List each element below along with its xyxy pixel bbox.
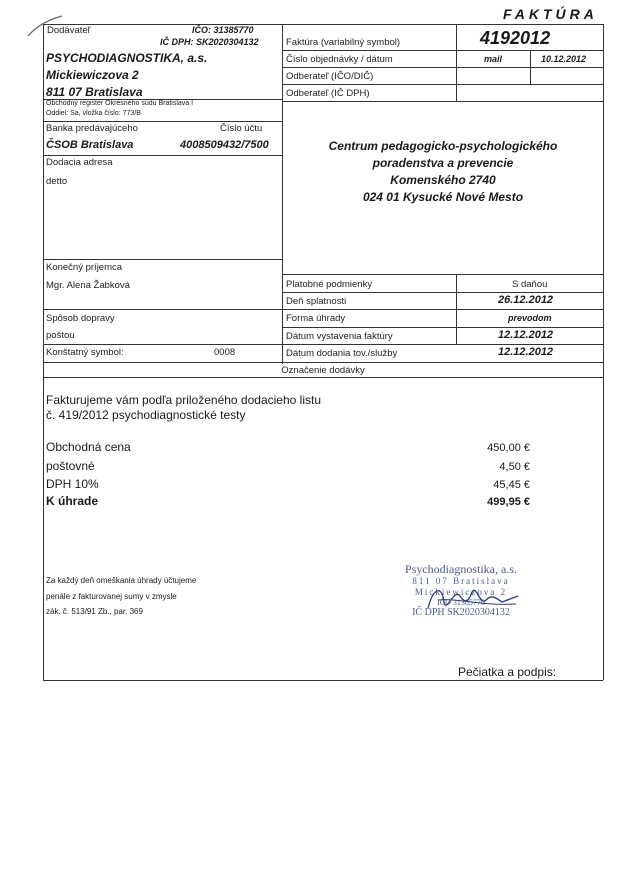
variable-symbol-label: Faktúra (variabilný symbol): [286, 37, 401, 48]
penalty-line-1: Za každý deň omeškania úhrady účtujeme: [46, 576, 197, 585]
final-recipient-value: Mgr. Alena Žabková: [46, 280, 130, 291]
amount-label-total: K úhrade: [46, 494, 99, 508]
buyer-line-2: poradenstva a prevencie: [372, 156, 514, 170]
document-title: FAKTÚRA: [503, 6, 598, 22]
stamp-street: Mickiewiczova 2: [414, 587, 508, 597]
supplier-street: Mickiewiczova 2: [46, 68, 139, 82]
bank-label: Banka predávajúceho: [46, 123, 138, 134]
supplier-name: PSYCHODIAGNOSTIKA, a.s.: [46, 51, 208, 65]
payment-terms-value: S daňou: [512, 279, 548, 290]
delivery-address-value: detto: [46, 176, 68, 187]
supplier-register-1: Obchodný register Okresného súdu Bratislava I: [46, 100, 194, 107]
amount-value-total: 499,95 €: [487, 496, 530, 508]
stamp-ico: IČO 31385770: [437, 598, 485, 607]
amount-value-vat: 45,45 €: [493, 479, 530, 491]
supplier-label: Dodávateľ: [47, 25, 91, 36]
stamp-city: 811 07 Bratislava: [412, 576, 510, 586]
buyer-line-3: Komenského 2740: [390, 173, 496, 187]
body-line-1: Fakturujeme vám podľa priloženého dodacieho listu: [46, 393, 321, 407]
order-label: Číslo objednávky / dátum: [286, 54, 393, 65]
body-line-2: č. 419/2012 psychodiagnostické testy: [46, 408, 246, 422]
supplier-vat-id: IČ DPH: SK2020304132: [160, 37, 259, 47]
supplier-city: 811 07 Bratislava: [46, 85, 143, 99]
buyer-line-4: 024 01 Kysucké Nové Mesto: [362, 190, 524, 204]
penalty-line-2: penále z fakturovanej sumy v zmysle: [46, 592, 177, 601]
due-date-value: 26.12.2012: [498, 294, 554, 306]
variable-symbol-value: 4192012: [480, 28, 551, 48]
payment-terms-label: Platobné podmienky: [286, 279, 373, 290]
amount-label-postage: poštovné: [46, 459, 95, 473]
delivery-date-label: Dátum dodania tov./služby: [286, 348, 398, 359]
penalty-line-3: zák. č. 513/91 Zb., par. 369: [46, 607, 143, 616]
delivery-address-label: Dodacia adresa: [46, 157, 113, 168]
constant-symbol-value: 0008: [214, 347, 236, 358]
amount-label-vat: DPH 10%: [46, 477, 99, 491]
issue-date-value: 12.12.2012: [498, 329, 554, 341]
due-date-label: Deň splatnosti: [286, 296, 347, 307]
buyer-vat-label: Odberateľ (IČ DPH): [286, 88, 370, 99]
supplier-register-2: Oddiel: Sa, vložka číslo: 773/B: [46, 110, 141, 117]
bank-account: 4008509432/7500: [180, 139, 269, 151]
buyer-line-1: Centrum pedagogicko-psychologického: [328, 139, 558, 153]
signature-label: Pečiatka a podpis:: [458, 665, 557, 679]
issue-date-label: Dátum vystavenia faktúry: [286, 331, 393, 342]
delivery-mark-label: Označenie dodávky: [281, 365, 365, 376]
stamp-company: Psychodiagnostika, a.s.: [405, 562, 517, 576]
amount-label-trade-price: Obchodná cena: [46, 440, 131, 454]
account-label: Číslo účtu: [220, 123, 263, 134]
amount-value-trade-price: 450,00 €: [487, 442, 530, 454]
stamp-vat: IČ DPH SK2020304132: [412, 607, 510, 618]
final-recipient-label: Konečný príjemca: [46, 262, 123, 273]
delivery-date-value: 12.12.2012: [498, 346, 554, 358]
transport-label: Spôsob dopravy: [46, 313, 115, 324]
transport-value: poštou: [46, 330, 75, 341]
supplier-ico: IČO: 31385770: [192, 25, 254, 35]
order-value: mail: [484, 54, 503, 64]
bank-name: ČSOB Bratislava: [46, 139, 134, 151]
payment-method-label: Forma úhrady: [286, 313, 346, 324]
constant-symbol-label: Konštatný symbol:: [46, 347, 124, 358]
amount-value-postage: 4,50 €: [499, 461, 530, 473]
payment-method-value: prevodom: [508, 313, 552, 323]
order-date: 10.12.2012: [541, 54, 587, 64]
buyer-ico-label: Odberateľ (IČO/DIČ): [286, 71, 374, 82]
signature-icon: [420, 578, 530, 618]
